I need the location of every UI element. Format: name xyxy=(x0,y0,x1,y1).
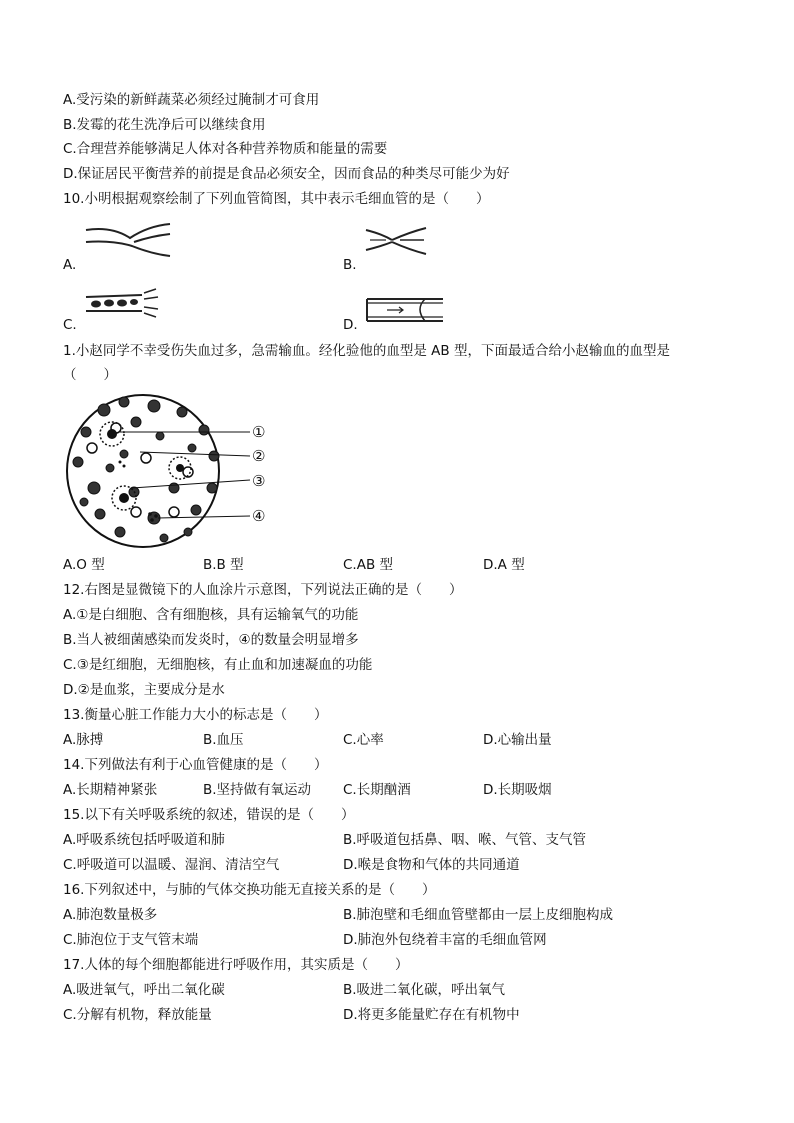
q9-option-b: B.发霉的花生洗净后可以继续食用 xyxy=(63,117,266,133)
q16-option-b: B.肺泡壁和毛细血管壁都由一层上皮细胞构成 xyxy=(343,907,614,923)
q17-option-d: D.将更多能量贮存在有机物中 xyxy=(343,1007,520,1023)
q10-label-d: D. xyxy=(343,317,358,333)
q14-stem: 14.下列做法有利于心血管健康的是（ ） xyxy=(63,757,328,773)
q13-stem: 13.衡量心脏工作能力大小的标志是（ ） xyxy=(63,707,328,723)
q13-option-c: C.心率 xyxy=(343,732,384,748)
q17-option-c: C.分解有机物，释放能量 xyxy=(63,1007,212,1023)
q15-option-c: C.呼吸道可以温暖、湿润、清洁空气 xyxy=(63,857,280,873)
q17-option-a: A.吸进氧气，呼出二氧化碳 xyxy=(63,982,225,998)
q17-option-b: B.吸进二氧化碳，呼出氧气 xyxy=(343,982,506,998)
q16-option-a: A.肺泡数量极多 xyxy=(63,907,158,923)
q12-stem: 12.右图是显微镜下的人血涂片示意图，下列说法正确的是（ ） xyxy=(63,582,463,598)
q15-option-b: B.呼吸道包括鼻、咽、喉、气管、支气管 xyxy=(343,832,587,848)
q15-stem: 15.以下有关呼吸系统的叙述，错误的是（ ） xyxy=(63,807,355,823)
q10-label-c: C. xyxy=(63,317,77,333)
vessel-figure-d xyxy=(363,293,447,327)
q16-stem: 16.下列叙述中，与肺的气体交换功能无直接关系的是（ ） xyxy=(63,882,436,898)
q14-option-c: C.长期酗酒 xyxy=(343,782,411,798)
q12-option-a: A.①是白细胞、含有细胞核，具有运输氧气的功能 xyxy=(63,607,359,623)
vessel-figure-b xyxy=(362,222,430,260)
q9-option-a: A.受污染的新鲜蔬菜必须经过腌制才可食用 xyxy=(63,92,320,108)
vessel-figure-a xyxy=(82,220,174,260)
q10-label-b: B. xyxy=(343,257,357,273)
q15-option-a: A.呼吸系统包括呼吸道和肺 xyxy=(63,832,225,848)
q11-option-c: C.AB 型 xyxy=(343,557,394,573)
q11-option-d: D.A 型 xyxy=(483,557,525,573)
q9-option-d: D.保证居民平衡营养的前提是食品必须安全，因而食品的种类尽可能少为好 xyxy=(63,166,510,182)
q11-option-b: B.B 型 xyxy=(203,557,244,573)
q10-label-a: A. xyxy=(63,257,77,273)
q14-option-d: D.长期吸烟 xyxy=(483,782,552,798)
q10-stem: 10.小明根据观察绘制了下列血管简图，其中表示毛细血管的是（ ） xyxy=(63,191,490,207)
q9-option-c: C.合理营养能够满足人体对各种营养物质和能量的需要 xyxy=(63,141,388,157)
q11-option-a: A.O 型 xyxy=(63,557,105,573)
callout-1: ① xyxy=(252,423,266,441)
q12-option-b: B.当人被细菌感染而发炎时，④的数量会明显增多 xyxy=(63,632,359,648)
vessel-figure-c xyxy=(82,287,160,319)
q15-option-d: D.喉是食物和气体的共同通道 xyxy=(343,857,520,873)
q14-option-b: B.坚持做有氧运动 xyxy=(203,782,312,798)
q13-option-b: B.血压 xyxy=(203,732,244,748)
callout-4: ④ xyxy=(252,507,266,525)
q16-option-d: D.肺泡外包绕着丰富的毛细血管网 xyxy=(343,932,547,948)
blood-smear-figure xyxy=(64,392,284,550)
q16-option-c: C.肺泡位于支气管末端 xyxy=(63,932,199,948)
q13-option-d: D.心输出量 xyxy=(483,732,552,748)
callout-2: ② xyxy=(252,447,266,465)
q11-stem-cont: （ ） xyxy=(63,367,117,383)
callout-3: ③ xyxy=(252,472,266,490)
q12-option-d: D.②是血浆，主要成分是水 xyxy=(63,682,225,698)
q12-option-c: C.③是红细胞，无细胞核，有止血和加速凝血的功能 xyxy=(63,657,373,673)
q13-option-a: A.脉搏 xyxy=(63,732,104,748)
q17-stem: 17.人体的每个细胞都能进行呼吸作用，其实质是（ ） xyxy=(63,957,409,973)
q14-option-a: A.长期精神紧张 xyxy=(63,782,158,798)
q11-stem: 1.小赵同学不幸受伤失血过多，急需输血。经化验他的血型是 AB 型，下面最适合给小赵输血的血型是 xyxy=(63,343,670,359)
